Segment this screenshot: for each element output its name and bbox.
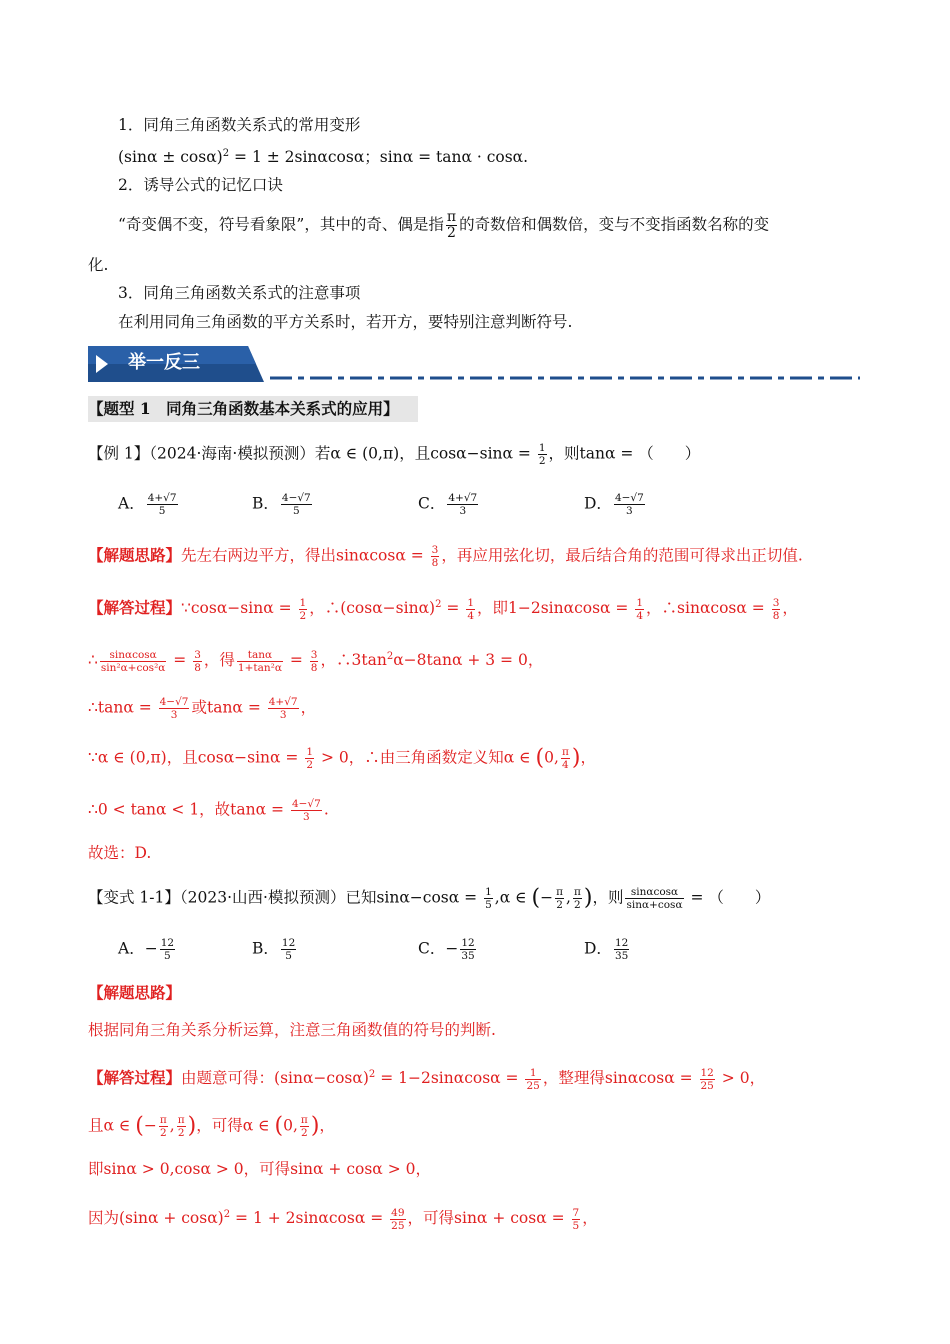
- example-1-process-5: ∴0 < tanα < 1，故tanα = $\frac{4-√7}{3}$ .: [88, 798, 329, 823]
- example-1-process-1: 【解答过程】∵cosα−sinα = $\frac{1}{2}$ ，$\therefore(\cos\alpha-\sin\alpha)^2$ = $\frac{1}{4}$ ，即1−2sinαcosα = $\frac{1}{4}$ ，∴sinαcosα = $\frac{3}{8}$ ，: [88, 596, 798, 622]
- example-1-process-4: ∵α ∈ (0,π)，且cosα−sinα = $\frac{1}{2}$ > 0，∴由三角函数定义知α ∈ (0, $\frac{\pi}{4}$ )，: [88, 745, 596, 771]
- banner-title: 举一反三: [128, 352, 200, 373]
- tip-1-title: 1．同角三角函数关系式的常用变形: [118, 116, 361, 134]
- example-1-process-3: ∴tanα = $\frac{4-√7}{3}$ 或tanα = $\frac{4+√7}{3}$ ，: [88, 696, 317, 721]
- example-1-stem: 【例 1】（2024·海南·模拟预测）若α ∈ (0,π)，且cosα−sinα = $\frac{1}{2}$ ，则tanα = （ ）: [88, 442, 701, 467]
- variant-1-1-option-b: B． $\frac{12}{5}$: [252, 937, 296, 962]
- variant-1-1-process-1: 【解答过程】由题意可得：$(\sin\alpha-\cos\alpha)^2 = 1-2\sin\alpha\cos\alpha$ = $\frac{1}{25}$ ，整理得sinαcosα = $\frac{12}{25}$ > 0，: [88, 1066, 766, 1092]
- example-1-option-b: B． $\frac{4-√7}{5}$: [252, 492, 311, 517]
- variant-1-1-stem: 【变式 1-1】（2023·山西·模拟预测）已知sinα−cosα = $\frac{1}{5}$ ,α ∈ (− $\frac{\pi}{2}$ , $\frac{\pi}{2}$ )，则 $\frac{\sin\alpha\cos\alpha}{\sin\alpha+\cos\alpha}$ = （ ）: [88, 885, 771, 911]
- variant-1-1-process-3: 即sinα > 0,cosα > 0，可得sinα + cosα > 0，: [88, 1160, 431, 1178]
- dash-divider: [270, 376, 860, 380]
- variant-1-1-option-c: C．− $\frac{12}{35}$: [418, 937, 475, 962]
- example-1-option-c: C． $\frac{4+√7}{3}$: [418, 492, 478, 517]
- tip-3-body: 在利用同角三角函数的平方关系时，若开方，要特别注意判断符号.: [118, 313, 573, 331]
- variant-1-1-process-4: 因为$(\sin\alpha + \cos\alpha)^2 = 1 + 2\sin\alpha\cos\alpha$ = $\frac{49}{25}$ ，可得sinα + cosα = $\frac{7}{5}$ ，: [88, 1206, 598, 1232]
- example-1-option-a: A． $\frac{4+√7}{5}$: [118, 492, 177, 517]
- example-1-answer: 故选：D.: [88, 844, 152, 862]
- variant-1-1-idea-body: 根据同角三角关系分析运算，注意三角函数值的符号的判断.: [88, 1021, 496, 1039]
- tip-2-body: “奇变偶不变，符号看象限”，其中的奇、偶是指 $\frac{\pi}{2}$ 的奇数倍和偶数倍，变与不变指函数名称的变: [118, 209, 770, 241]
- example-1-option-d: D． $\frac{4-√7}{3}$: [584, 492, 644, 517]
- tip-2-body-cont: 化.: [88, 256, 109, 274]
- tip-3-title: 3．同角三角函数关系式的注意事项: [118, 284, 361, 302]
- variant-1-1-process-2: 且α ∈ (− $\frac{\pi}{2}$ , $\frac{\pi}{2}$ )，可得α ∈ (0, $\frac{\pi}{2}$ )，: [88, 1113, 335, 1139]
- example-1-idea: 【解题思路】先左右两边平方，得出sinαcosα = $\frac{3}{8}$ ，再应用弦化切，最后结合角的范围可得求出正切值.: [88, 544, 803, 569]
- tip-1-formula: $(\sin\alpha \pm \cos\alpha)^2 = 1 \pm 2\sin\alpha\cos\alpha$；sinα = tanα · cosα.: [118, 148, 529, 167]
- tip-2-title: 2．诱导公式的记忆口诀: [118, 176, 283, 194]
- example-1-process-2: ∴ $\frac{\sin\alpha\cos\alpha}{\text{sin²α+cos²α}}$ = $\frac{3}{8}$ ，得 $\frac{\tan\alpha}{\text{1+tan²α}}$ = $\frac{3}{8}$ ，$\therefore 3\tan^2\alpha-8\tan\alpha + 3 = 0$，: [88, 648, 544, 674]
- type-1-heading: 【题型 1 同角三角函数基本关系式的应用】: [88, 399, 399, 418]
- variant-1-1-option-a: A．− $\frac{12}{5}$: [118, 937, 175, 962]
- variant-1-1-idea-label: 【解题思路】: [88, 983, 182, 1002]
- variant-1-1-option-d: D． $\frac{12}{35}$: [584, 937, 629, 962]
